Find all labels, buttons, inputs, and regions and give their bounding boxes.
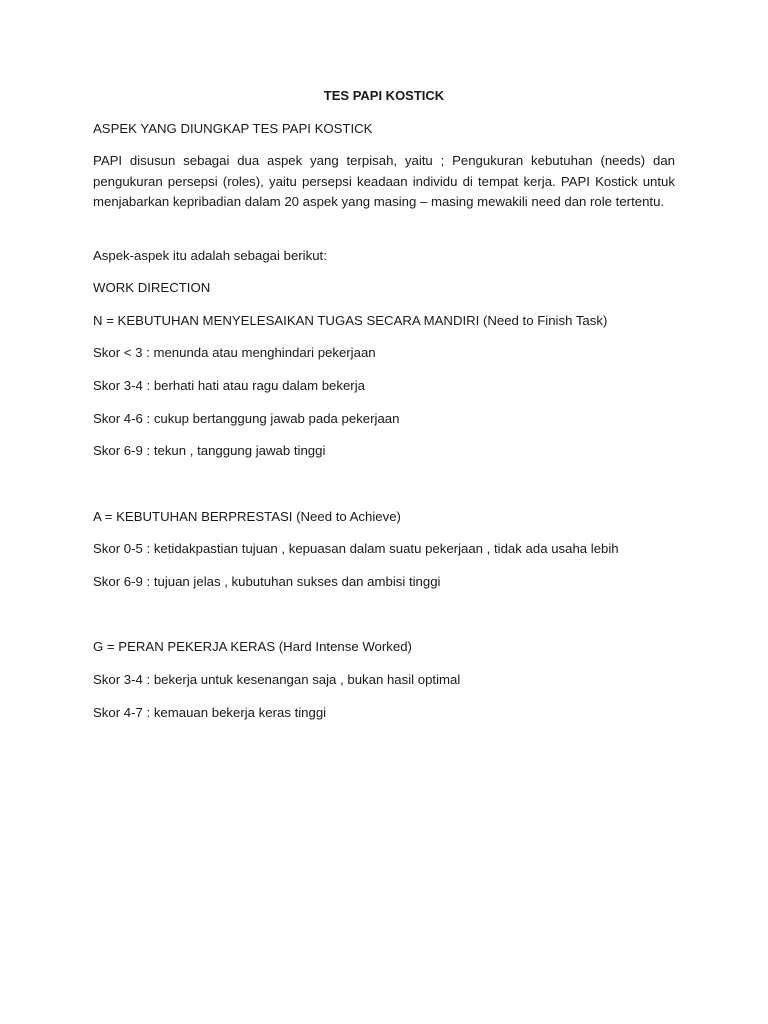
- section-heading: ASPEK YANG DIUNGKAP TES PAPI KOSTICK: [93, 121, 373, 136]
- aspect-g-score-1: Skor 3-4 : bekerja untuk kesenangan saja , bukan hasil optimal: [93, 672, 461, 687]
- aspect-a-heading: A = KEBUTUHAN BERPRESTASI (Need to Achieve): [93, 509, 401, 524]
- aspect-n-score-4: Skor 6-9 : tekun , tanggung jawab tinggi: [93, 443, 326, 458]
- aspects-intro: Aspek-aspek itu adalah sebagai berikut:: [93, 248, 327, 263]
- aspect-a-score-1: Skor 0-5 : ketidakpastian tujuan , kepuasan dalam suatu pekerjaan , tidak ada usaha lebih: [93, 541, 619, 556]
- aspect-g-heading: G = PERAN PEKERJA KERAS (Hard Intense Worked): [93, 639, 412, 654]
- aspect-g-score-2: Skor 4-7 : kemauan bekerja keras tinggi: [93, 705, 327, 720]
- aspect-n-score-1: Skor < 3 : menunda atau menghindari pekerjaan: [93, 345, 376, 360]
- aspect-a-score-2: Skor 6-9 : tujuan jelas , kubutuhan sukses dan ambisi tinggi: [93, 574, 441, 589]
- aspect-n-score-2: Skor 3-4 : berhati hati atau ragu dalam bekerja: [93, 378, 365, 393]
- work-direction-heading: WORK DIRECTION: [93, 280, 211, 295]
- aspect-n-heading: N = KEBUTUHAN MENYELESAIKAN TUGAS SECARA MANDIRI (Need to Finish Task): [93, 313, 608, 328]
- aspect-n-score-3: Skor 4-6 : cukup bertanggung jawab pada pekerjaan: [93, 411, 400, 426]
- document-title: TES PAPI KOSTICK: [323, 88, 445, 103]
- intro-paragraph: PAPI disusun sebagai dua aspek yang terpisah, yaitu ; Pengukuran kebutuhan (needs) dan pengukuran persepsi (roles), yaitu persepsi keadaan individu di tempat kerja. PAPI Kostick untuk menjabarkan kepribadian dalam 20 aspek yang masing – masing mewakili need dan role tertentu.: [93, 153, 675, 210]
